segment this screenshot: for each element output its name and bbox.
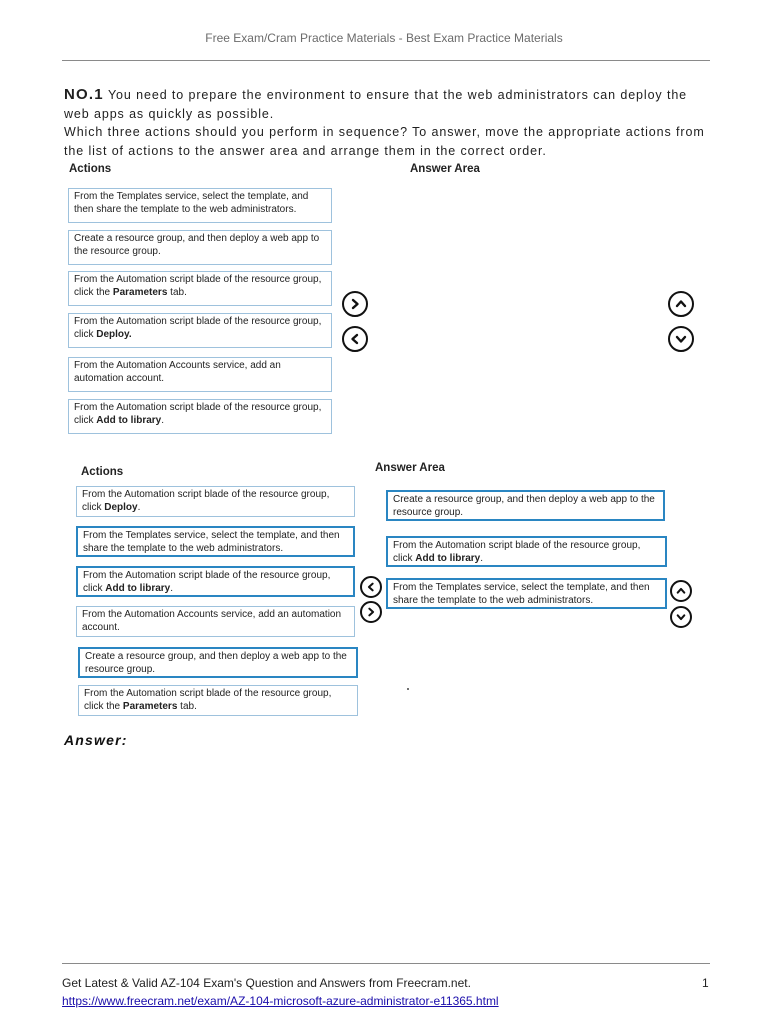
q-action-item[interactable]: [68, 188, 332, 223]
footer-divider: [62, 963, 710, 964]
move-left-button[interactable]: [342, 326, 368, 352]
chevron-left-icon: [349, 333, 361, 345]
chevron-left-icon: [366, 582, 376, 592]
item-bold: Parameters: [112, 286, 168, 298]
item-text: From the Automation script blade of the resource group, click: [82, 489, 330, 513]
q-action-item[interactable]: [68, 271, 332, 306]
item-post: tab.: [167, 286, 187, 298]
item-text: From the Automation script blade of the resource group, click: [74, 402, 322, 426]
q-action-item[interactable]: [68, 230, 332, 265]
item-text: From the Automation Accounts service, add an automation account.: [74, 360, 281, 384]
a-action-item[interactable]: [76, 486, 355, 517]
item-post: .: [170, 582, 174, 594]
a-action-item[interactable]: [76, 566, 355, 597]
a-action-item[interactable]: [76, 526, 355, 557]
item-text: From the Automation Accounts service, add an automation account.: [82, 609, 342, 633]
item-text: From the Automation script blade of the resource group, click: [74, 316, 322, 340]
answer-slot[interactable]: [386, 536, 667, 567]
q-action-item[interactable]: [68, 313, 332, 348]
chevron-right-icon: [366, 607, 376, 617]
item-text: From the Automation script blade of the resource group, click: [83, 570, 331, 594]
chevron-down-icon: [675, 333, 687, 345]
chevron-right-icon: [349, 298, 361, 310]
item-bold: Add to library: [96, 414, 162, 426]
item-bold: Deploy: [104, 501, 138, 513]
item-post: .: [137, 501, 141, 513]
actions-heading: Actions: [69, 163, 112, 175]
a-action-item[interactable]: [78, 685, 358, 716]
chevron-up-icon: [675, 298, 687, 310]
item-text: From the Automation script blade of the resource group, click the: [84, 688, 332, 712]
item-bold: Parameters: [122, 700, 178, 712]
answer-actions-heading: Actions: [81, 466, 124, 478]
q-action-item[interactable]: [68, 357, 332, 392]
move-up-button[interactable]: [668, 291, 694, 317]
move-down-button[interactable]: [668, 326, 694, 352]
header-divider: [62, 60, 710, 61]
footer-link[interactable]: https://www.freecram.net/exam/AZ-104-microsoft-azure-administrator-e11365.html: [62, 994, 499, 1008]
item-text: Create a resource group, and then deploy a web app to the resource group.: [393, 494, 655, 518]
item-text: From the Templates service, select the template, and then share the template to the web administrators.: [393, 582, 650, 606]
item-bold: Deploy.: [96, 328, 132, 340]
item-text: From the Automation script blade of the resource group, click the: [74, 274, 322, 298]
q-action-item[interactable]: [68, 399, 332, 434]
answer-heading: Answer:: [64, 732, 128, 748]
answer-slot[interactable]: [386, 578, 667, 609]
answer-move-up-button[interactable]: [670, 580, 692, 602]
item-bold: Add to library: [105, 582, 171, 594]
chevron-down-icon: [676, 612, 686, 622]
item-post: .: [480, 552, 484, 564]
a-action-item[interactable]: [78, 647, 358, 678]
answer-move-left-button[interactable]: [360, 576, 382, 598]
answer-move-down-button[interactable]: [670, 606, 692, 628]
page-number: 1: [702, 976, 709, 990]
item-bold: Add to library: [415, 552, 481, 564]
answer-area-heading-2: Answer Area: [375, 462, 445, 474]
footer-text: Get Latest & Valid AZ-104 Exam's Question and Answers from Freecram.net.: [62, 976, 471, 990]
question-text: [64, 86, 709, 160]
question-number: NO.1: [64, 86, 104, 103]
move-right-button[interactable]: [342, 291, 368, 317]
stray-dot: [407, 688, 409, 690]
question-line-2: Which three actions should you perform in sequence? To answer, move the appropriate actions from the list of actions to the answer area and arrange them in the correct order.: [64, 125, 705, 158]
answer-area-heading: Answer Area: [410, 163, 480, 175]
a-action-item[interactable]: [76, 606, 355, 637]
answer-slot[interactable]: [386, 490, 665, 521]
item-text: Create a resource group, and then deploy a web app to the resource group.: [85, 651, 347, 675]
page-header: Free Exam/Cram Practice Materials - Best Exam Practice Materials: [205, 31, 563, 45]
answer-move-right-button[interactable]: [360, 601, 382, 623]
question-line-1: You need to prepare the environment to ensure that the web administrators can deploy the web apps as quickly as possible.: [64, 88, 688, 121]
item-post: .: [161, 414, 165, 426]
item-text: From the Templates service, select the template, and then share the template to the web administrators.: [74, 191, 309, 215]
item-text: From the Templates service, select the template, and then share the template to the web administrators.: [83, 530, 340, 554]
item-post: tab.: [177, 700, 197, 712]
chevron-up-icon: [676, 586, 686, 596]
item-text: Create a resource group, and then deploy a web app to the resource group.: [74, 233, 320, 257]
item-text: From the Automation script blade of the resource group, click: [393, 540, 641, 564]
